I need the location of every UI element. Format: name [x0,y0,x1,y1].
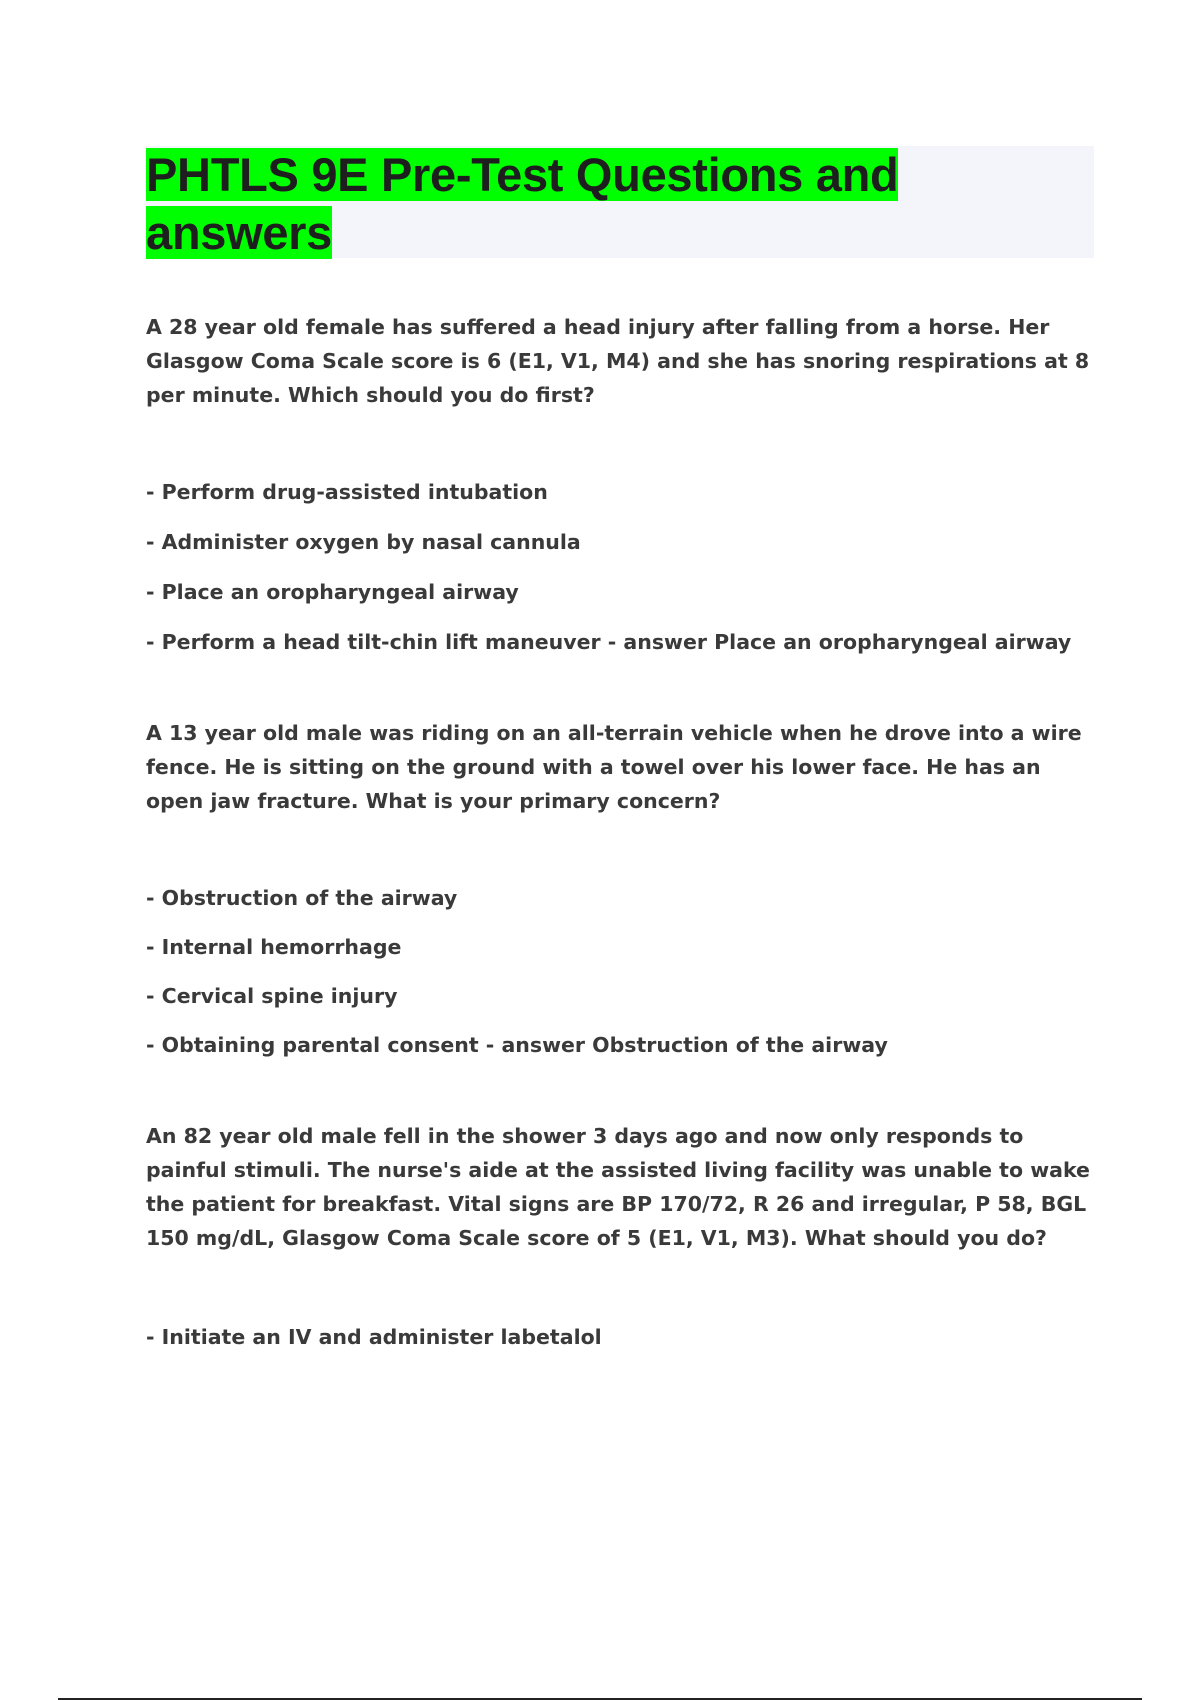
option-item: - Initiate an IV and administer labetalol [146,1325,602,1349]
option-item-with-answer: - Perform a head tilt-chin lift maneuver - answer Place an oropharyngeal airway [146,630,1072,654]
option-list [146,1321,1094,1353]
option-item: - Perform drug-assisted intubation [146,480,548,504]
question-text: An 82 year old male fell in the shower 3 days ago and now only responds to painful stimuli. The nurse's aide at the assisted living facility was unable to wake the patient for breakfast. Vital signs are BP 170/72, R 26 and irregular, P 58, BGL 150 mg/dL, Glasgow Coma Scale score of 5 (E1, V1, M3). What should you do? [146,1124,1090,1250]
option-item: - Obstruction of the airway [146,886,458,910]
title-highlight: PHTLS 9E Pre-Test Questions and answers [146,148,899,259]
question-block [146,716,1094,1061]
option-item: - Administer oxygen by nasal cannula [146,530,581,554]
option-list [146,476,1094,658]
question-text: A 28 year old female has suffered a head injury after falling from a horse. Her Glasgow Coma Scale score is 6 (E1, V1, M4) and she has snoring respirations at 8 per minute. Which should you do first? [146,315,1090,407]
option-list [146,882,1094,1061]
question-block [146,310,1094,658]
option-item: - Cervical spine injury [146,984,398,1008]
option-item-with-answer: - Obtaining parental consent - answer Obstruction of the airway [146,1033,888,1057]
document-page [146,146,1094,1353]
title-band [146,146,1094,258]
question-text: A 13 year old male was riding on an all-terrain vehicle when he drove into a wire fence. He is sitting on the ground with a towel over his lower face. He has an open jaw fracture. What is your primary concern? [146,721,1082,813]
option-item: - Place an oropharyngeal airway [146,580,519,604]
question-block [146,1119,1094,1353]
document-title [146,146,1094,262]
option-item: - Internal hemorrhage [146,935,402,959]
